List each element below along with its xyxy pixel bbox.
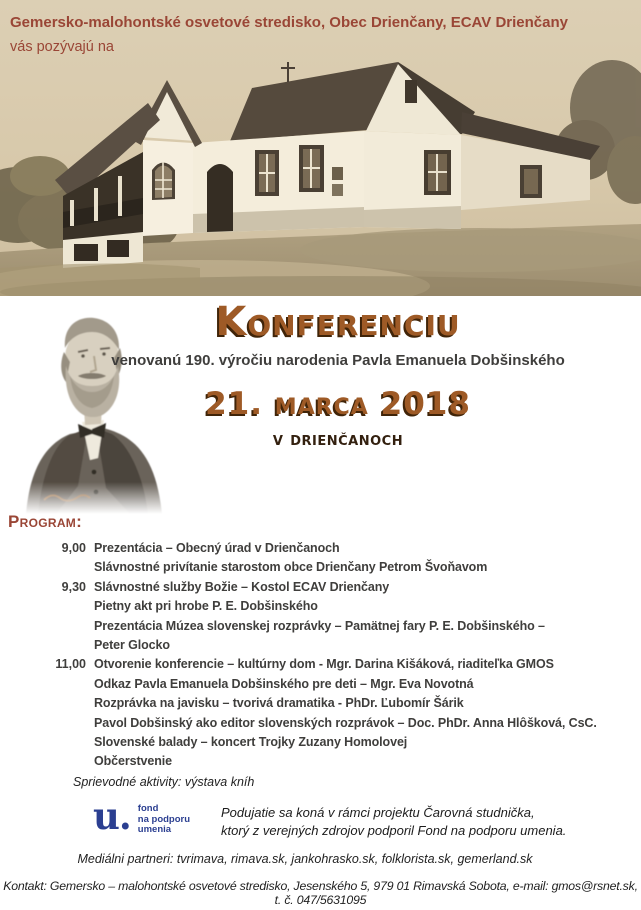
- program-item-text: Občerstvenie: [94, 754, 173, 769]
- program-item-text: Slávnostné služby Božie – Kostol ECAV Drienčany: [94, 579, 390, 594]
- program-item: [8, 636, 638, 655]
- funding-note-line2: ktorý z verejných zdrojov podporil Fond na podporu umenia.: [221, 823, 567, 838]
- program-item-time: [44, 597, 86, 616]
- conference-title: Konferenciu: [215, 299, 461, 345]
- program-item: [8, 675, 638, 694]
- program-item-time: 9,00: [61, 541, 86, 555]
- program-item: [8, 617, 638, 636]
- program-item-time: [44, 558, 86, 577]
- side-activities: Sprievodné aktivity: výstava kníh: [73, 775, 255, 789]
- program-item: [8, 578, 638, 597]
- fpu-logo-line: fond: [137, 803, 159, 814]
- program-item-text: Slovenské balady – koncert Trojky Zuzany Homolovej: [94, 735, 408, 750]
- media-partners-line: Mediálni partneri: tvrimava, rimava.sk, jankohrasko.sk, folklorista.sk, gemerland.sk: [77, 852, 533, 866]
- program-item: [8, 655, 638, 674]
- program-item-time: [44, 675, 86, 694]
- fpu-logo-line: na podporu: [137, 813, 191, 825]
- funding-note: [221, 804, 566, 840]
- program-item-text: Pavol Dobšinský ako editor slovenských rozprávok – Doc. PhDr. Anna Hlôšková, CsC.: [94, 715, 597, 730]
- program-section: [8, 512, 638, 772]
- program-item-text: Prezentácia – Obecný úrad v Drienčanoch: [94, 541, 340, 555]
- funding-note-line1: Podujatie sa koná v rámci projektu Čarovná studnička,: [221, 805, 535, 820]
- program-item: [8, 694, 638, 713]
- program-item-time: [44, 617, 86, 636]
- program-item-text: Slávnostné privítanie starostom obce Drienčany Petrom Švoňavom: [94, 560, 488, 575]
- funding-row: [93, 794, 567, 840]
- event-location: v drienčanoch: [272, 429, 404, 450]
- fpu-u-icon: u.: [93, 794, 131, 838]
- program-item: [8, 714, 638, 733]
- program-item-time: [44, 694, 86, 713]
- contact-line: Kontakt: Gemersko – malohontské osvetové stredisko, Jesenského 5, 979 01 Rimavská Sobota, e-mail: gmos@rsnet.sk, t. č. 047/5631095: [3, 879, 638, 907]
- program-item-time: [44, 733, 86, 752]
- program-item-text: Otvorenie konferencie – kultúrny dom - Mgr. Darina Kišáková, riaditeľka GMOS: [94, 657, 554, 672]
- invite-line: vás pozývajú na: [10, 38, 114, 55]
- program-item: [8, 752, 638, 771]
- program-item-text: Prezentácia Múzea slovenskej rozprávky – Pamätnej fary P. E. Dobšinského –: [94, 618, 545, 633]
- program-item-text: Pietny akt pri hrobe P. E. Dobšinského: [94, 599, 318, 614]
- program-item-text: Rozprávka na javisku – tvorivá dramatika - PhDr. Ľubomír Šárik: [94, 696, 464, 711]
- program-heading: Program:: [8, 512, 83, 531]
- event-date: 21. marca 2018: [205, 386, 471, 422]
- event-block: [60, 300, 616, 450]
- program-item-time: 9,30: [61, 579, 86, 594]
- fond-na-podporu-umenia-logo: [93, 794, 221, 838]
- program-item: [8, 539, 638, 558]
- banner-text: [10, 12, 568, 58]
- fpu-logo-line: umenia: [137, 824, 172, 835]
- program-item-time: [44, 636, 86, 655]
- program-list: [8, 539, 638, 772]
- program-item-time: [44, 752, 86, 771]
- house-photo: [0, 0, 641, 296]
- program-item: [8, 597, 638, 616]
- organizers-line: Gemersko-malohontské osvetové stredisko, Obec Drienčany, ECAV Drienčany: [10, 14, 568, 31]
- program-item-text: Peter Glocko: [94, 638, 170, 653]
- program-item-time: 11,00: [55, 657, 86, 672]
- program-item: [8, 733, 638, 752]
- program-item: [8, 558, 638, 577]
- conference-subtitle: venovanú 190. výročiu narodenia Pavla Emanuela Dobšinského: [111, 352, 565, 369]
- program-item-text: Odkaz Pavla Emanuela Dobšinského pre deti – Mgr. Eva Novotná: [94, 676, 474, 691]
- program-item-time: [44, 714, 86, 733]
- fpu-logo-text: [138, 804, 190, 836]
